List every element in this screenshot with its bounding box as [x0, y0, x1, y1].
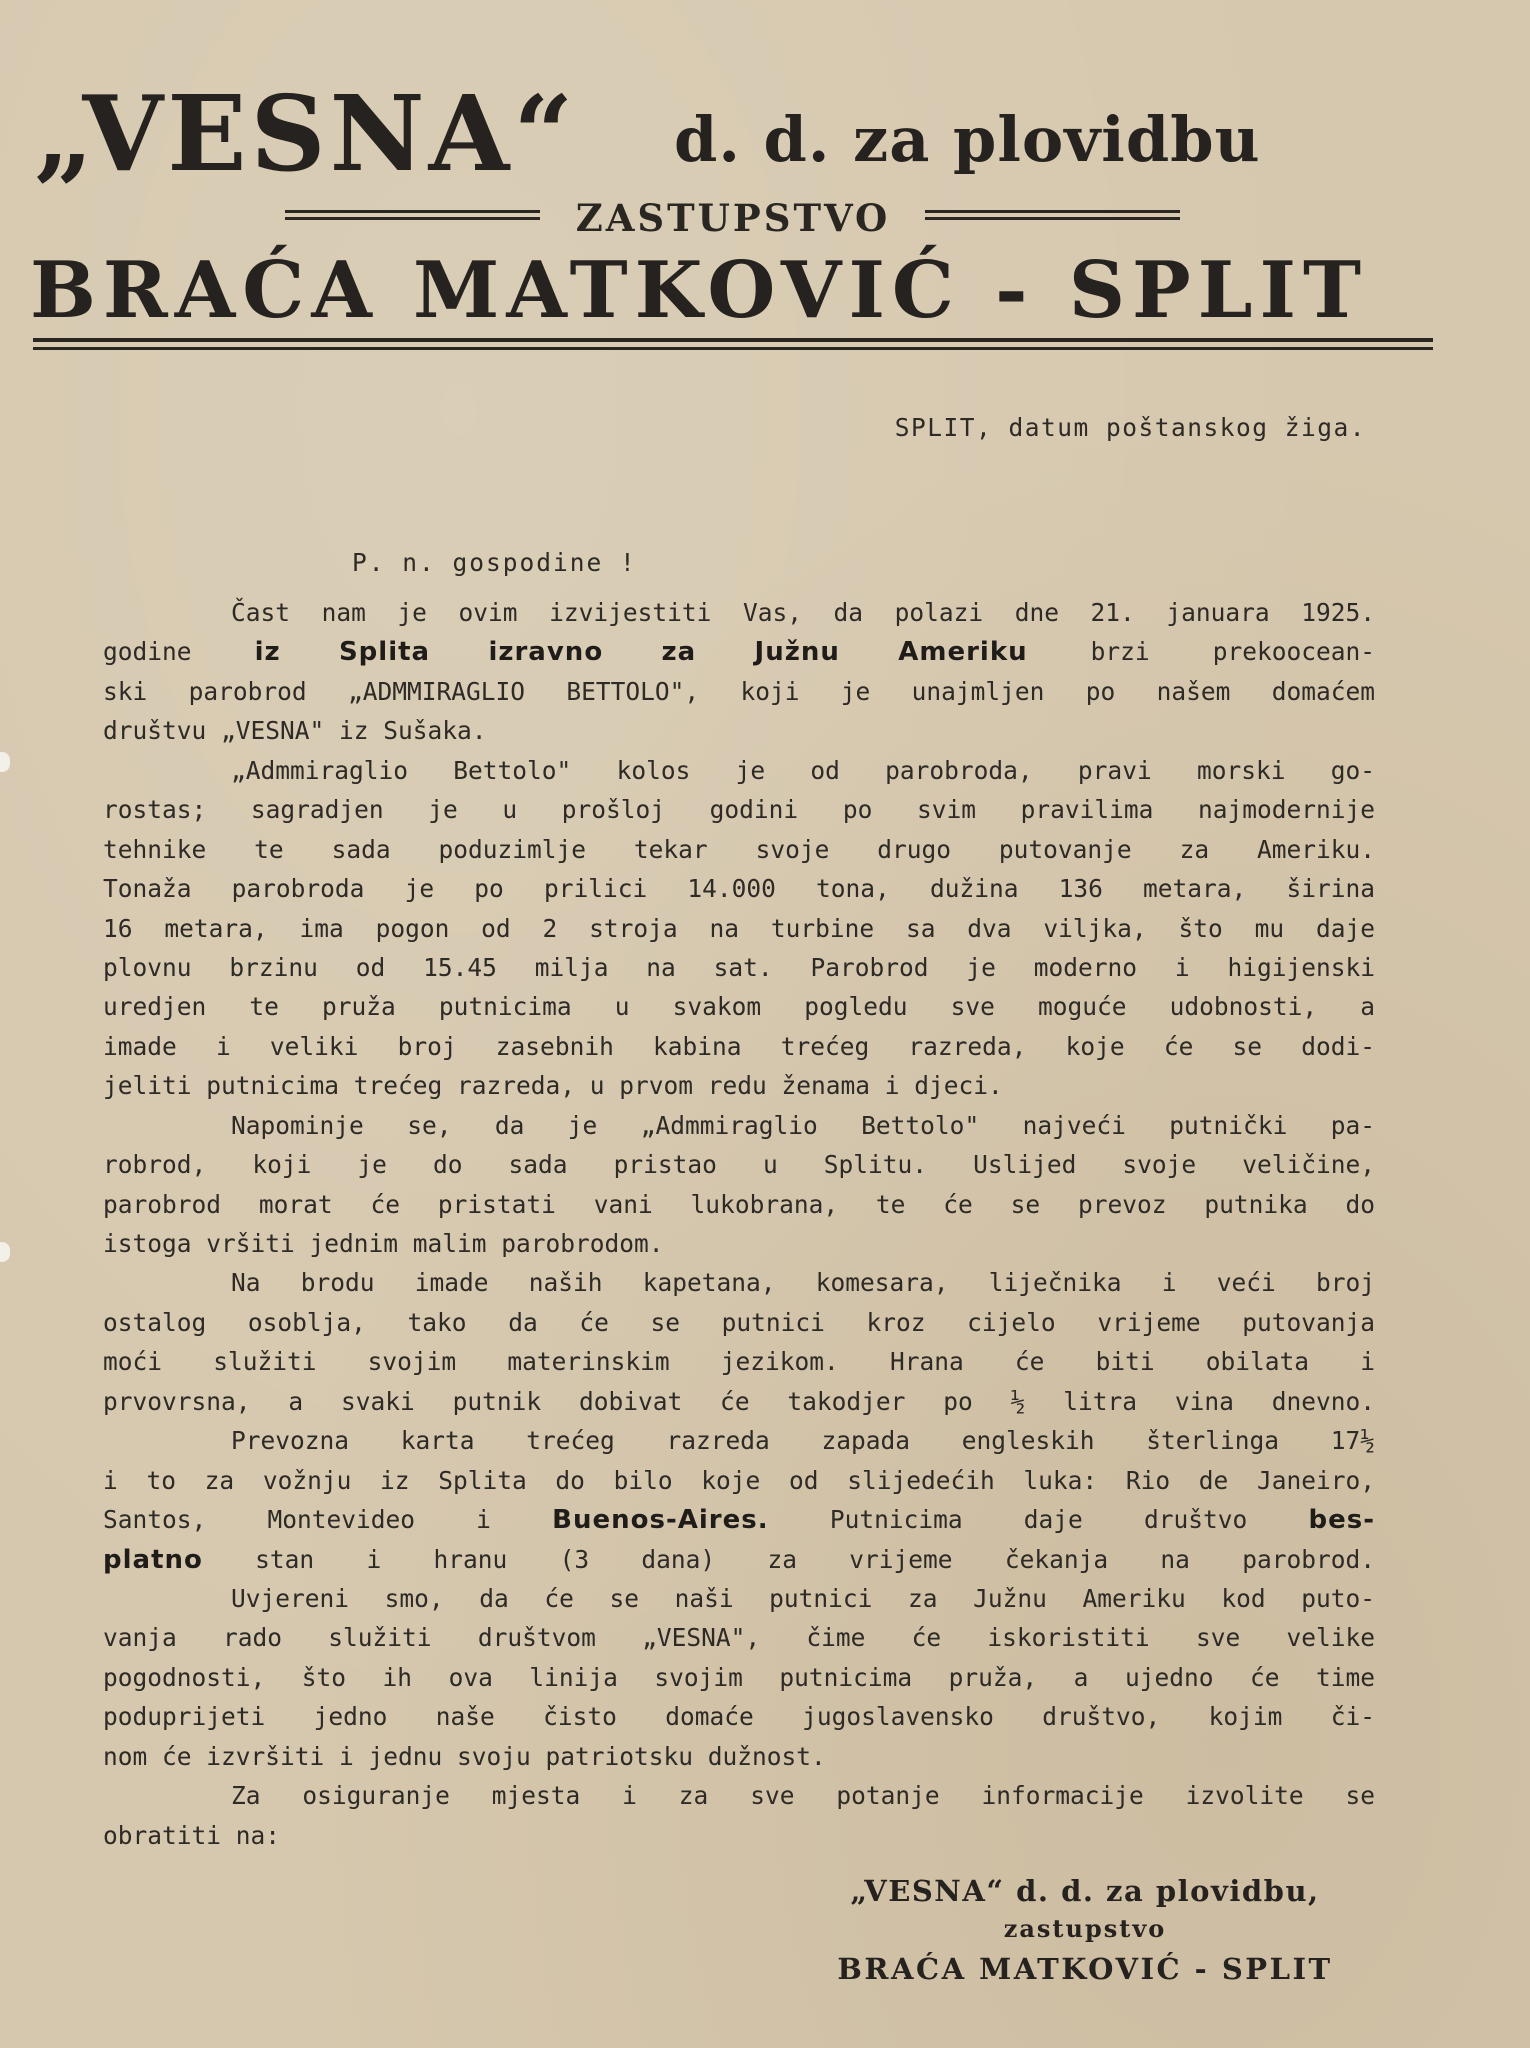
body-line: godine iz Splita izravno za Južnu Ameriku brzi prekoocean- [103, 637, 1375, 668]
body-line: moći služiti svojim materinskim jezikom. Hrana će biti obilata i [103, 1347, 1375, 1377]
letter-body [103, 593, 1375, 1855]
body-line: tehnike te sada poduzimlje tekar svoje drugo putovanje za Ameriku. [103, 834, 1375, 864]
body-line: „Admmiraglio Bettolo" kolos je od parobroda, pravi morski go- [231, 755, 1375, 785]
body-line: platno stan i hranu (3 dana) za vrijeme čekanja na parobrod. [103, 1544, 1375, 1575]
body-line: nom će izvršiti i jednu svoju patriotsku dužnost. [103, 1741, 826, 1771]
body-line: ostalog osoblja, tako da će se putnici kroz cijelo vrijeme putovanja [103, 1307, 1375, 1337]
body-line: Prevozna karta trećeg razreda zapada engleskih šterlinga 17½ [231, 1426, 1375, 1456]
letterhead-subtitle: ZASTUPSTVO [575, 196, 891, 240]
right-double-rule [925, 210, 1180, 220]
body-line: Čast nam je ovim izvijestiti Vas, da polazi dne 21. januara 1925. [231, 598, 1375, 627]
punch-hole [0, 752, 10, 772]
date-line: SPLIT, datum poštanskog žiga. [894, 413, 1366, 442]
left-double-rule [285, 210, 540, 220]
emphasis-text: Buenos-Aires. [552, 1505, 769, 1536]
body-line: imade i veliki broj zasebnih kabina trećeg razreda, koje će se dodi- [103, 1031, 1375, 1061]
body-line: Tonaža parobroda je po prilici 14.000 tona, dužina 136 metara, širina [103, 874, 1375, 904]
emphasis-text: bes- [1308, 1505, 1375, 1536]
salutation: P. n. gospodine ! [352, 548, 637, 577]
letterhead-company: d. d. za plovidbu [674, 103, 1261, 176]
signature-agent: BRAĆA MATKOVIĆ - SPLIT [837, 1952, 1333, 1986]
body-line: Na brodu imade naših kapetana, komesara, liječnika i veći broj [231, 1268, 1375, 1298]
letterhead-line-1 [34, 72, 1434, 195]
body-line: istoga vršiti jednim malim parobrodom. [103, 1229, 664, 1258]
emphasis-text: iz Splita izravno za Južnu Ameriku [254, 637, 1028, 668]
body-line: Santos, Montevideo i Buenos-Aires. Putnicima daje društvo bes- [103, 1505, 1375, 1536]
body-line: obratiti na: [103, 1820, 281, 1850]
letterhead-brand: „VESNA“ [34, 72, 578, 195]
body-line: ski parobrod „ADMMIRAGLIO BETTOLO", koji je unajmljen po našem domaćem [103, 676, 1375, 706]
body-line: poduprijeti jedno naše čisto domaće jugoslavensko društvo, kojim či- [103, 1702, 1375, 1732]
body-line: vanja rado služiti društvom „VESNA", čime će iskoristiti sve velike [103, 1623, 1375, 1653]
body-line: uredjen te pruža putnicima u svakom pogledu sve moguće udobnosti, a [103, 992, 1375, 1022]
body-line: plovnu brzinu od 15.45 milja na sat. Parobrod je moderno i higijenski [103, 952, 1375, 982]
body-line: Napominje se, da je „Admmiraglio Bettolo" najveći putnički pa- [231, 1110, 1375, 1140]
signature-subtitle: zastupstvo [1003, 1914, 1167, 1943]
body-line: pogodnosti, što ih ova linija svojim putnicima pruža, a ujedno će time [103, 1662, 1375, 1692]
body-line: robrod, koji je do sada pristao u Splitu. Uslijed svoje veličine, [103, 1150, 1375, 1180]
body-line: jeliti putnicima trećeg razreda, u prvom redu ženama i djeci. [103, 1071, 1003, 1101]
body-line: društvu „VESNA" iz Sušaka. [103, 716, 487, 746]
letterhead-subtitle-row [285, 196, 1180, 240]
emphasis-text: platno [103, 1544, 203, 1575]
body-line: rostas; sagradjen je u prošloj godini po svim pravilima najmodernije [103, 795, 1375, 825]
signature-company: „VESNA“ d. d. za plovidbu, [850, 1874, 1320, 1908]
letterhead-bottom-rule [33, 338, 1433, 350]
body-line: parobrod morat će pristati vani lukobrana, te će se prevoz putnika do [103, 1189, 1375, 1219]
body-line: 16 metara, ima pogon od 2 stroja na turbine sa dva viljka, što mu daje [103, 913, 1375, 943]
body-line: prvovrsna, a svaki putnik dobivat će takodjer po ½ litra vina dnevno. [103, 1386, 1375, 1416]
signature-block [790, 1870, 1380, 1992]
body-line: Za osiguranje mjesta i za sve potanje informacije izvolite se [231, 1781, 1375, 1811]
body-line: Uvjereni smo, da će se naši putnici za Južnu Ameriku kod puto- [231, 1583, 1375, 1613]
punch-hole [0, 1242, 10, 1262]
body-line: i to za vožnju iz Splita do bilo koje od slijedećih luka: Rio de Janeiro, [103, 1465, 1375, 1495]
letterhead-agent: BRAĆA MATKOVIĆ - SPLIT [30, 245, 1369, 336]
